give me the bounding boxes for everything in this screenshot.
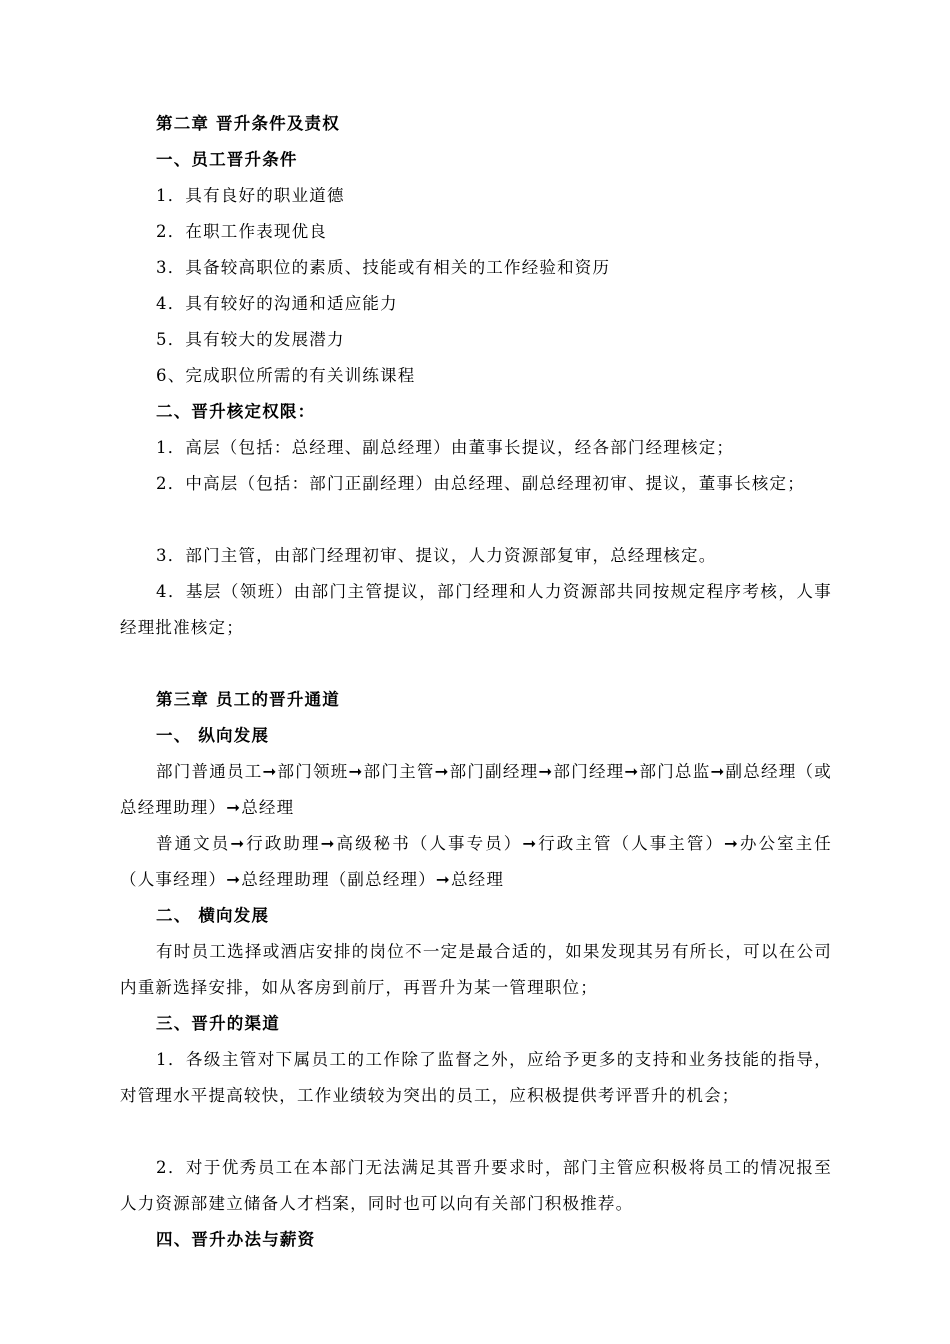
condition-item: 6、完成职位所需的有关训练课程 [156,366,416,385]
condition-item: 5．具有较大的发展潜力 [156,330,345,349]
authority-item: 1．高层（包括：总经理、副总经理）由董事长提议，经各部门经理核定； [156,438,735,457]
authority-item: 4．基层（领班）由部门主管提议，部门经理和人力资源部共同按规定程序考核，人事经理批准核定； [120,582,832,637]
section-horizontal-development-heading: 二、 横向发展 [156,906,270,925]
section-promotion-channels-heading: 三、晋升的渠道 [156,1014,280,1033]
section-promotion-conditions-heading: 一、员工晋升条件 [156,150,298,169]
chapter-2-title: 第二章 晋升条件及责权 [156,114,340,133]
career-path: 部门普通员工➞部门领班➞部门主管➞部门副经理➞部门经理➞部门总监➞副总经理（或总经理助理）➞总经理 [120,762,832,817]
authority-item: 2．中高层（包括：部门正副经理）由总经理、副总经理初审、提议，董事长核定； [156,474,805,493]
condition-item: 3．具备较高职位的素质、技能或有相关的工作经验和资历 [156,258,611,277]
condition-item: 4．具有较好的沟通和适应能力 [156,294,398,313]
authority-item: 3．部门主管，由部门经理初审、提议，人力资源部复审，总经理核定。 [156,546,717,565]
condition-item: 2．在职工作表现优良 [156,222,327,241]
horizontal-development-text: 有时员工选择或酒店安排的岗位不一定是最合适的，如果发现其另有所长，可以在公司内重新选择安排，如从客房到前厅，再晋升为某一管理职位； [120,942,832,997]
section-promotion-methods-heading: 四、晋升办法与薪资 [156,1230,316,1249]
channel-item: 1．各级主管对下属员工的工作除了监督之外，应给予更多的支持和业务技能的指导，对管理水平提高较快，工作业绩较为突出的员工，应积极提供考评晋升的机会； [120,1050,832,1105]
career-path: 普通文员➞行政助理➞高级秘书（人事专员）➞行政主管（人事主管）➞办公室主任（人事经理）➞总经理助理（副总经理）➞总经理 [120,834,832,889]
section-approval-authority-heading: 二、晋升核定权限： [156,402,316,421]
condition-item: 1．具有良好的职业道德 [156,186,345,205]
channel-item: 2．对于优秀员工在本部门无法满足其晋升要求时，部门主管应积极将员工的情况报至人力资源部建立储备人才档案，同时也可以向有关部门积极推荐。 [120,1158,832,1213]
chapter-3-title: 第三章 员工的晋升通道 [156,690,340,709]
section-vertical-development-heading: 一、 纵向发展 [156,726,270,745]
